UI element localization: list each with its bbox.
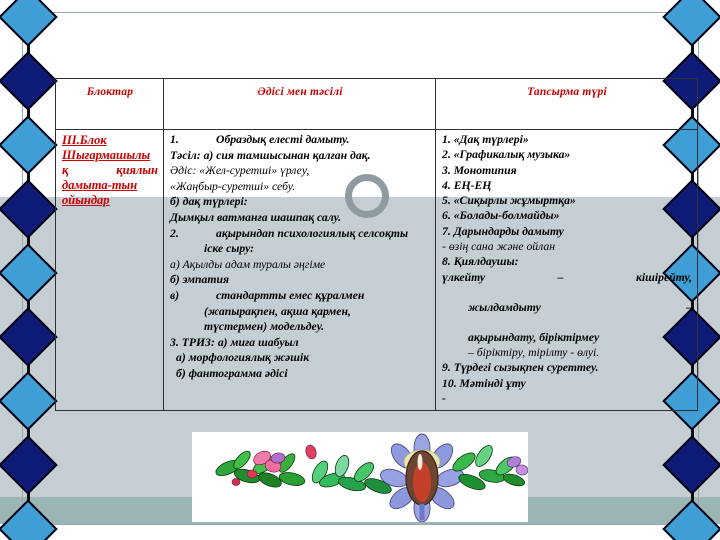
block-line-4: дамыта-тын bbox=[62, 178, 138, 192]
task-7: 7. Дарындарды дамыту bbox=[442, 224, 564, 238]
diamond-icon bbox=[0, 499, 58, 540]
task-8-a-dash: – bbox=[557, 270, 564, 284]
method-2-number: 2. bbox=[170, 226, 179, 240]
content-table bbox=[55, 78, 698, 411]
task-5: 5. «Сиқырлы жұмыртқа» bbox=[442, 194, 576, 208]
diamond-icon bbox=[0, 435, 58, 494]
method-line-12: (жапырақпен, ақша қармен, bbox=[204, 304, 351, 318]
method-line-14: 3. ТРИЗ: а) миға шабуыл bbox=[170, 335, 299, 349]
cell-methods bbox=[164, 130, 436, 411]
method-v-number: в) bbox=[170, 288, 180, 302]
diamond-icon bbox=[0, 371, 58, 430]
task-7-sub: - өзің сана және ойлан bbox=[442, 240, 556, 254]
task-10: 10. Мәтінді ұту bbox=[442, 376, 526, 390]
gray-ring-icon bbox=[345, 174, 389, 218]
task-8: 8. Қиялдаушы: bbox=[442, 255, 519, 269]
task-8-a-right: кішірейту, bbox=[636, 270, 693, 284]
frame-line-bottom bbox=[22, 524, 698, 525]
diamond-icon bbox=[0, 307, 58, 366]
block-line-1: III.Блок bbox=[62, 133, 107, 147]
method-1-number: 1. bbox=[170, 133, 179, 146]
task-8-d: – біріктіру, тірілту - өлуі. bbox=[468, 346, 600, 360]
method-line-3: Әдіс: «Жел-суретші» үрлеу, bbox=[170, 164, 310, 178]
task-8-b-left: жылдамдыту bbox=[468, 300, 541, 314]
diamond-icon bbox=[662, 435, 720, 494]
table-row bbox=[56, 130, 698, 411]
method-line-5: б) дақ түрлері: bbox=[170, 195, 248, 209]
task-6: 6. «Болады-болмайды» bbox=[442, 209, 560, 223]
diamond-icon bbox=[0, 0, 58, 47]
block-line-3a: қ bbox=[62, 163, 69, 177]
floral-border-image bbox=[192, 432, 528, 522]
tasks-text bbox=[442, 133, 692, 407]
task-8-a-left: үлкейту bbox=[442, 270, 486, 284]
task-8-c: ақырындату, біріктірмеу bbox=[468, 330, 600, 344]
block-line-2: Шығармашылы bbox=[62, 148, 151, 162]
table-header-blocks bbox=[56, 79, 164, 130]
method-line-6: Дымқыл ватманға шашпақ салу. bbox=[170, 210, 341, 224]
method-line-4: «Жаңбыр-суретші» себу. bbox=[170, 179, 296, 193]
header-label: Тапсырма түрі bbox=[527, 86, 607, 98]
floral-graphic bbox=[192, 432, 528, 522]
task-2: 2. «Графикалық музыка» bbox=[442, 148, 571, 162]
task-trailing-dash: - bbox=[442, 392, 446, 406]
block-line-5: ойындар bbox=[62, 193, 110, 207]
table-header-row bbox=[56, 79, 698, 130]
diamond-icon bbox=[0, 179, 58, 238]
method-line-8: іске сыру: bbox=[204, 242, 255, 256]
diamond-icon bbox=[0, 51, 58, 110]
method-line-16: б) фантограмма әдісі bbox=[176, 366, 288, 380]
method-line-2: Тәсіл: а) сия тамшысынан қалған дақ. bbox=[170, 148, 371, 162]
task-9: 9. Түрдегі сызықпен суреттеу. bbox=[442, 361, 599, 375]
diamond-icon bbox=[662, 0, 720, 47]
block-line-3b: қиялын bbox=[116, 163, 158, 177]
table-header-methods bbox=[164, 79, 436, 130]
header-label: Әдісі мен тәсілі bbox=[257, 86, 343, 98]
task-1: 1. «Дақ түрлері» bbox=[442, 133, 529, 146]
cell-block-name bbox=[56, 130, 164, 411]
header-label: Блоктар bbox=[86, 86, 134, 98]
table-header-tasks bbox=[436, 79, 698, 130]
background-white-lower bbox=[0, 524, 720, 540]
frame-line-top bbox=[22, 12, 698, 13]
diamond-rail-left bbox=[0, 0, 56, 540]
method-line-9: а) Ақылды адам туралы әңгіме bbox=[170, 257, 326, 271]
task-8-b-dash: – bbox=[686, 300, 692, 314]
block-name-text bbox=[62, 133, 158, 208]
method-1-text: Образдық елесті дамыту. bbox=[216, 133, 350, 146]
diamond-icon bbox=[0, 243, 58, 302]
cell-tasks bbox=[436, 130, 698, 411]
method-2-text: ақырындап психологиялық селсоқты bbox=[216, 226, 409, 240]
diamond-icon bbox=[0, 115, 58, 174]
methods-text bbox=[170, 133, 430, 382]
method-line-15: а) морфологиялық жәшік bbox=[176, 351, 310, 365]
method-v-text: стандартты емес құралмен bbox=[216, 288, 365, 302]
task-3: 3. Монотипия bbox=[442, 163, 517, 177]
method-line-10: б) эмпатия bbox=[170, 273, 230, 287]
method-line-13: түстермен) модельдеу. bbox=[204, 320, 325, 334]
diamond-icon bbox=[662, 499, 720, 540]
task-4: 4. ЕҢ-ЕҢ bbox=[442, 178, 492, 192]
